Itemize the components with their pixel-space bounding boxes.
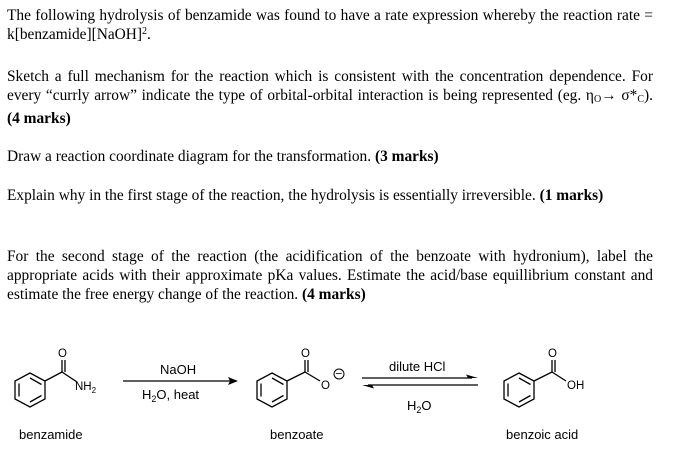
equilibrium-arrows (362, 375, 478, 389)
negative-charge: − (335, 368, 343, 381)
benzoic-acid-structure (504, 360, 566, 407)
sigma-subscript: C (637, 94, 645, 105)
reaction-scheme (0, 330, 700, 462)
benzoic-acid-label: benzoic acid (506, 427, 579, 442)
diagram-text: Draw a reaction coordinate diagram for the transformation. (7, 148, 372, 165)
question-acidification (7, 247, 653, 304)
eta-subscript: O (593, 94, 602, 105)
question-coordinate-diagram (7, 147, 653, 166)
sigma-star: σ* (616, 87, 638, 104)
irreversible-text: Explain why in the first stage of the reaction, the hydrolysis is essentially irreversible. (7, 187, 536, 204)
mechanism-marks: (4 marks) (7, 110, 71, 127)
mechanism-end: ). (644, 87, 653, 104)
diagram-marks: (3 marks) (374, 148, 439, 165)
question-mechanism (7, 67, 653, 128)
benzamide-amine: $NH_2$ (75, 381, 97, 395)
irreversible-marks: (1 marks) (539, 187, 604, 204)
question-intro (7, 6, 653, 44)
step1-reagent-bottom: $H_2O$, heat (142, 387, 200, 404)
intro-end: . (147, 26, 151, 43)
benzamide-structure (15, 360, 77, 407)
benzoate-label: benzoate (270, 427, 324, 442)
benzamide-label: benzamide (19, 427, 83, 442)
benzoate-carbonyl-o: O (301, 348, 310, 360)
arrow-glyph: → (601, 87, 617, 104)
step2-reagent-bottom: $H_2O$ (407, 398, 432, 415)
benzoic-hydroxyl: OH (567, 380, 585, 392)
mechanism-text: Sketch a full mechanism for the reaction which is consistent with the concentration dependence. For every “currly arrow” indicate the type of orbital-orbital interaction is being represented (eg. η (7, 68, 653, 104)
step2-reagent-top: dilute HCl (389, 359, 446, 374)
acidification-text: For the second stage of the reaction (the acidification of the benzoate with hydronium), label the appropriate acids with their approximate pKa values. Estimate the acid/base equillibrium constant and estimate the free energy change of the reaction. (7, 248, 653, 303)
benzoate-oxide: O (321, 380, 330, 392)
question-irreversible (7, 186, 653, 205)
intro-text: The following hydrolysis of benzamide was found to have a rate expression whereby the reaction rate = k[benzamide][NaOH] (7, 7, 653, 43)
benzamide-carbonyl-o: O (58, 348, 67, 360)
forward-arrow (123, 377, 238, 385)
benzoate-structure (257, 360, 344, 407)
benzoic-carbonyl-o: O (548, 348, 557, 360)
step1-reagent-top: NaOH (160, 362, 197, 377)
acidification-marks: (4 marks) (302, 286, 366, 303)
rate-exponent: 2 (142, 26, 148, 37)
